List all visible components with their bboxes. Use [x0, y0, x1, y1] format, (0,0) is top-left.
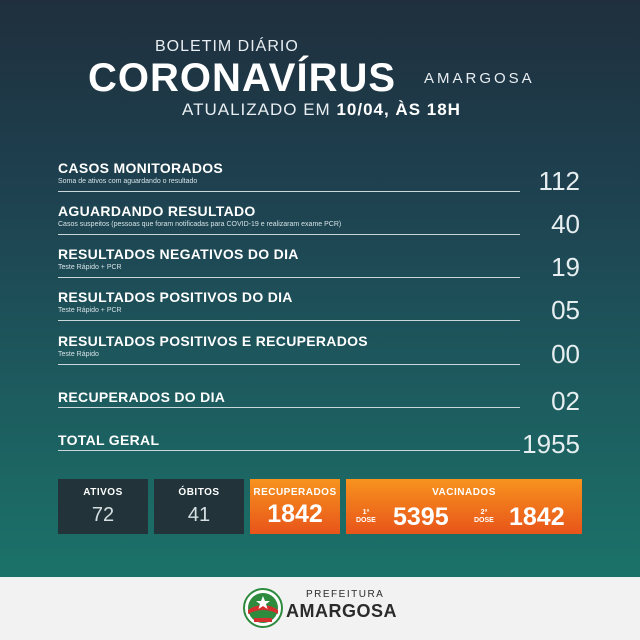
- row-value: 112: [538, 166, 580, 196]
- row-subtitle: Casos suspeitos (pessoas que foram notificadas para COVID-19 e realizaram exame PCR): [58, 221, 342, 228]
- row-recuperados-dia: [58, 386, 580, 429]
- municipal-crest-icon: [243, 588, 283, 628]
- row-positivos-recuperados: [58, 333, 580, 373]
- row-divider: [58, 364, 520, 365]
- row-divider: [58, 407, 520, 408]
- row-total-geral: [58, 429, 580, 472]
- obitos-label: ÓBITOS: [178, 487, 220, 498]
- obitos-box: [154, 479, 244, 534]
- row-title: RESULTADOS POSITIVOS E RECUPERADOS: [58, 333, 368, 349]
- row-value: 02: [551, 386, 580, 416]
- bulletin-kicker: BOLETIM DIÁRIO: [155, 38, 299, 55]
- footer-prefix: PREFEITURA: [306, 589, 385, 600]
- row-title: TOTAL GERAL: [58, 432, 160, 448]
- row-subtitle: Teste Rápido + PCR: [58, 307, 122, 314]
- obitos-value: 41: [187, 504, 211, 526]
- updated-line: [182, 100, 461, 120]
- row-subtitle: Teste Rápido: [58, 351, 99, 358]
- footer-city: AMARGOSA: [286, 601, 397, 621]
- vacinados-box: [346, 479, 582, 534]
- ativos-value: 72: [91, 504, 115, 526]
- row-title: RESULTADOS NEGATIVOS DO DIA: [58, 246, 299, 262]
- row-casos-monitorados: [58, 160, 580, 200]
- row-divider: [58, 191, 520, 192]
- recuperados-value: 1842: [267, 500, 323, 528]
- dose1-label-top: 1ª: [362, 509, 370, 516]
- row-value: 40: [551, 209, 580, 239]
- row-value: 00: [551, 339, 580, 369]
- row-value: 19: [551, 252, 580, 282]
- dose1-label: [356, 509, 376, 525]
- row-divider: [58, 234, 520, 235]
- row-value: 1955: [522, 429, 580, 459]
- dose1-value: 5395: [393, 503, 449, 531]
- row-title: CASOS MONITORADOS: [58, 160, 224, 176]
- row-divider: [58, 277, 520, 278]
- bulletin-city: AMARGOSA: [424, 70, 535, 87]
- row-positivos-dia: [58, 289, 580, 329]
- dose2-value: 1842: [509, 503, 565, 531]
- ativos-label: ATIVOS: [83, 487, 123, 498]
- row-divider: [58, 450, 520, 451]
- row-divider: [58, 320, 520, 321]
- row-negativos-dia: [58, 246, 580, 286]
- recuperados-label: RECUPERADOS: [253, 487, 337, 498]
- row-title: AGUARDANDO RESULTADO: [58, 203, 256, 219]
- bulletin-title: CORONAVÍRUS: [88, 56, 397, 100]
- dose1-label-bottom: DOSE: [356, 517, 376, 524]
- footer: [0, 577, 640, 640]
- updated-prefix: ATUALIZADO EM: [182, 100, 337, 119]
- row-value: 05: [551, 295, 580, 325]
- updated-date: 10/04, ÀS 18H: [336, 100, 461, 119]
- vacinados-doses: [346, 503, 582, 533]
- dose2-label-top: 2ª: [480, 509, 488, 516]
- recuperados-box: [250, 479, 340, 534]
- row-title: RECUPERADOS DO DIA: [58, 389, 226, 405]
- row-subtitle: Teste Rápido + PCR: [58, 264, 122, 271]
- vacinados-label: VACINADOS: [432, 487, 496, 498]
- row-subtitle: Soma de ativos com aguardando o resultado: [58, 178, 198, 185]
- row-aguardando-resultado: [58, 203, 580, 243]
- dose2-label: [474, 509, 494, 525]
- dose2-label-bottom: DOSE: [474, 517, 494, 524]
- ativos-box: [58, 479, 148, 534]
- row-title: RESULTADOS POSITIVOS DO DIA: [58, 289, 293, 305]
